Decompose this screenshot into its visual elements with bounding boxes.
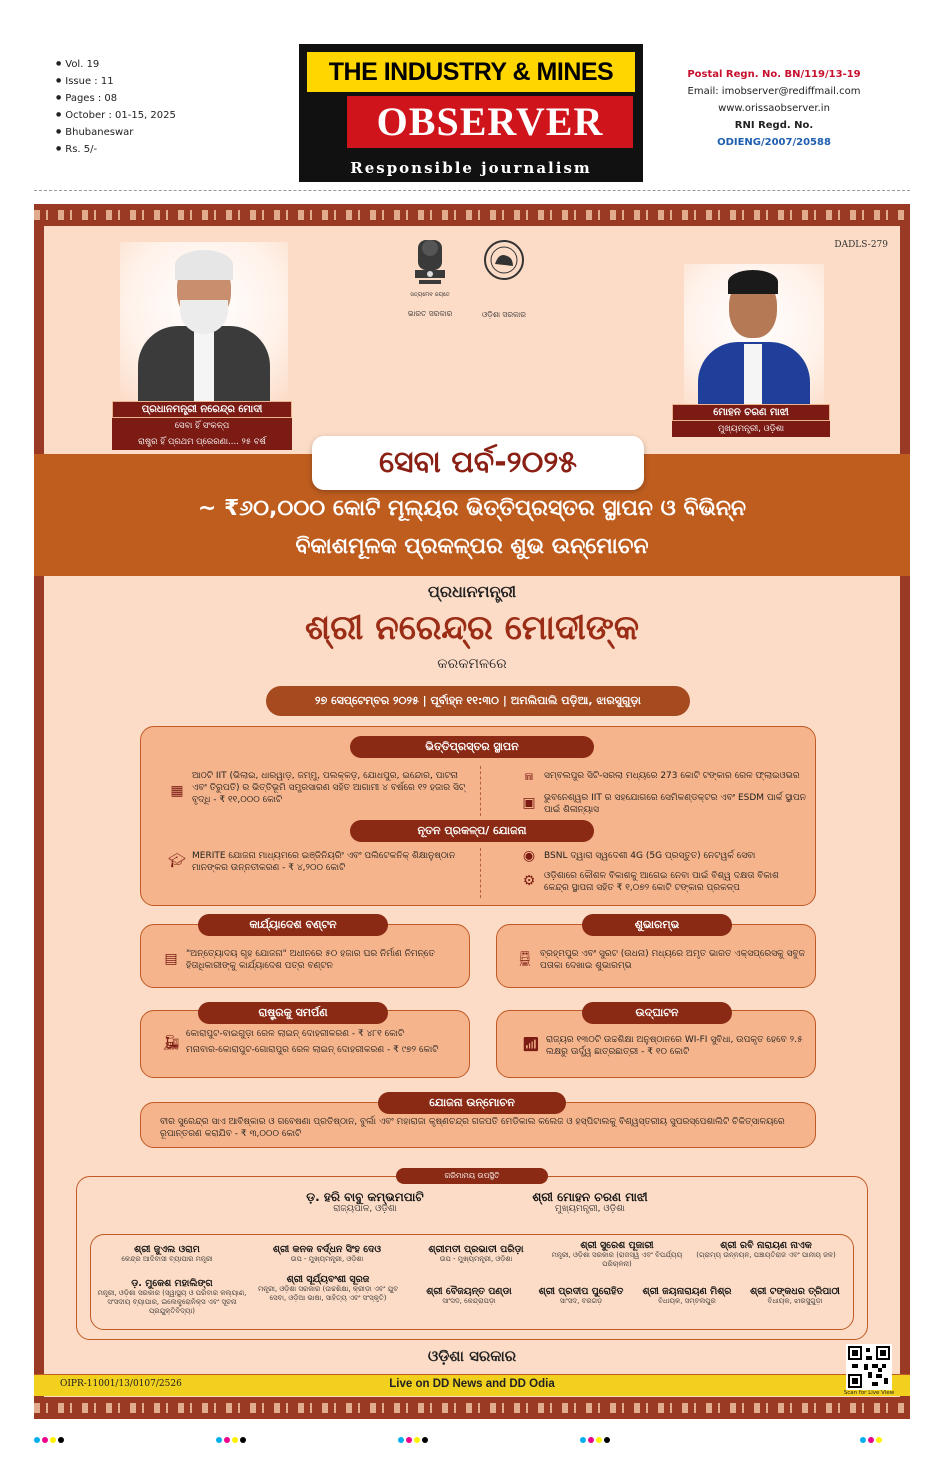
wifi-icon: 📶︎ [522,1037,540,1053]
guest-row2-3: ଶ୍ରୀ ବୈଜୟନ୍ତ ପଣ୍ଡା ସାଂସଦ, କେନ୍ଦ୍ରାପଡ଼ା [426,1286,512,1305]
guest-chief-minister: ଶ୍ରୀ ମୋହନ ଚରଣ ମାଝୀ ମୁଖ୍ୟମନ୍ତ୍ରୀ, ଓଡ଼ିଶା [532,1190,648,1214]
contact-email: Email: imobserver@rediffmail.com [687,86,861,97]
emblem-motto: ସତ୍ୟମେବ ଜୟତେ [410,292,450,298]
website: www.orissaobserver.in [718,103,830,114]
postal-registration: Postal Regn. No. BN/119/13-19 [687,69,861,80]
new-projects-divider [480,848,481,898]
guest-row2-2: ଶ୍ରୀ ସୂର୍ଯ୍ୟବଂଶୀ ସୂରଜ ମନ୍ତ୍ରୀ, ଓଡ଼ିଶା ସରକାର (ଉଚ୍ଚଶିକ୍ଷା, କ୍ରୀଡ଼ା ଏବଂ ଯୁବ ସେବା, ଓଡ଼ିଆ ଭାଷା, ସାହିତ୍ୟ ଏବଂ ସଂସ୍କୃତି) [257,1274,398,1302]
logo-main-line: OBSERVER [347,96,633,148]
dignitaries-label: ଗରିମାମୟ ଉପସ୍ଥିତି [396,1168,548,1184]
event-date-venue: ୨୭ ସେପ୍ଟେମ୍ବର ୨୦୨୫ | ପୂର୍ବାହ୍ନ ୧୧:୩୦ | ଅମଲିପାଲି ପଡ଼ିଆ, ଝାରସୁଗୁଡ଼ା [266,686,690,716]
inauguration-item: 🚆︎ ବ୍ରହ୍ମପୁର ଏବଂ ସୁରଟ (ଉଧନା) ମଧ୍ୟରେ ଅମୃତ ଭାରତ ଏକ୍ସପ୍ରେସକୁ ସବୁଜ ପତାକା ଦେଖାଇ ଶୁଭାରମ୍ଭ [516,949,805,971]
foundation-iit-item: ▦ ଆଠଟି IIT (ଭିଲାଇ, ଧାରୱାଡ଼, ଜମ୍ମୁ, ପଲକ୍କଡ଼, ଯୋଧପୁର, ଇନ୍ଦୋର, ପାଟନା ଏବଂ ତିରୁପତି) ର ଭିତ୍ତିଭୂମି ସମ୍ପ୍ରସାରଣ ସହିତ ଆଗାମୀ ୪ ବର୍ଷରେ ୧୨ ହଜାର ସିଟ୍ ବୃଦ୍ଧି - ₹ ୧୧,୦୦୦ କୋଟି [168,770,468,814]
meta-city: ● Bhubaneswar [56,124,176,141]
graduate-icon: 🎓︎ [168,853,186,869]
document-icon: ▤ [164,951,178,967]
color-registration-marks-5 [860,1428,884,1438]
left-border [34,226,44,1397]
headline-line-1: ~ ₹୬୦,୦୦୦ କୋଟି ମୂଲ୍ୟର ଭିତ୍ତିପ୍ରସ୍ତର ସ୍ଥାପନ ଓ ବିଭିନ୍ନ [197,496,747,521]
national-emblem [400,234,460,319]
guest-row2-6: ଶ୍ରୀ ଟଙ୍କଧର ତ୍ରିପାଠୀ ବିଧାୟକ, ଝାରସୁଗୁଡ଼ା [750,1286,840,1305]
govt-odisha-label: ଓଡ଼ିଶା ସରକାର [427,1347,517,1365]
pm-hands-text: କରକମଳରେ [437,656,507,672]
scheme-launch-item: ବୀର ସୁରେନ୍ଦ୍ର ସାଏ ଆବିଷ୍କାର ଓ ଗବେଷଣା ପ୍ରତିଷ୍ଠାନ, ବୁର୍ଲା ଏବଂ ମହାରାଜା କୃଷ୍ଣଚନ୍ଦ୍ର ଗଜପତି ମେଡିକାଲ କଲେଜ ଓ ହସ୍ପିଟାଲକୁ ବିଶ୍ୱସ୍ତରୀୟ ସୁପରସ୍ପେଶାଲିଟି ଚିକିତ୍ସାଳୟରେ ରୂପାନ୍ତରଣ କରାଯିବ - ₹ ୩,୦୦୦ କୋଟି [160,1117,785,1139]
headline-line-2: ବିକାଶମୂଳକ ପ୍ରକଳ୍ପର ଶୁଭ ଉନ୍ମୋଚନ [295,534,649,559]
foundation-divider [480,766,481,816]
color-registration-marks-4 [580,1428,612,1438]
issue-meta-list [56,56,176,158]
color-registration-marks-1 [34,1428,66,1438]
skill-icon: ⚙ [522,873,536,889]
odisha-seal-icon [483,234,525,304]
pm-caption-slogan-1: ସେବା ହିଁ ସଂକଳ୍ପ [112,418,292,434]
guest-row1-3: ଶ୍ରୀମତୀ ପ୍ରଭାତୀ ପରିଡ଼ା ଉପ - ମୁଖ୍ୟମନ୍ତ୍ରୀ, ଓଡ଼ିଶା [428,1244,524,1263]
pm-name: ଶ୍ରୀ ନରେନ୍ଦ୍ର ମୋଦୀଙ୍କ [304,608,640,648]
merite-item: 🎓︎ MERITE ଯୋଜନା ମାଧ୍ୟମରେ ଇଞ୍ଜିନିୟରିଂ ଏବଂ ପଲିଟେକନିକ୍ ଶିକ୍ଷାନୁଷ୍ଠାନ ମାନଙ୍କର ଉନ୍ନତୀକରଣ - ₹ ୪,୨୦୦ କୋଟି [168,851,456,873]
inauguration-title: ଶୁଭାରମ୍ଭ [582,914,732,936]
pm-role: ପ୍ରଧାନମନ୍ତ୍ରୀ [427,582,517,601]
emblem-odisha-label: ଓଡ଼ିଶା ସରକାର [482,310,526,319]
guest-row1-5: ଶ୍ରୀ ରବି ନାରାୟଣ ନାଏକ (ଗ୍ରାମ୍ୟ ଉନ୍ନୟନ, ପଞ୍ଚାୟତିରାଜ ଏବଂ ପାନୀୟ ଜଳ) [696,1240,836,1259]
odisha-emblem [474,234,534,320]
guest-row1-4: ଶ୍ରୀ ସୁରେଶ ପୂଜାରୀ ମନ୍ତ୍ରୀ, ଓଡ଼ିଶା ସରକାର (ରାଜସ୍ୱ ଏବଂ ବିପର୍ଯ୍ୟୟ ପରିଚାଳନା) [551,1240,683,1268]
top-border-pattern [34,204,910,226]
skill-centre-item: ⚙ ଓଡ଼ିଶାରେ କୌଶଳ ବିକାଶକୁ ଆଗେଇ ନେବା ପାଇଁ ବିଶ୍ୱ ଦକ୍ଷତା ବିକାଶ କେନ୍ଦ୍ର ସ୍ଥାପନା ସହିତ ₹ ୧,୦୭୨ କୋଟି ଟଙ୍କାର ପ୍ରକଳ୍ପ [520,870,806,896]
scheme-launch-title: ଯୋଜନା ଉନ୍ମୋଚନ [378,1092,566,1114]
rni-number: ODIENG/2007/20588 [717,137,831,148]
live-broadcast-text: Live on DD News and DD Odia [389,1378,555,1390]
qr-code-icon[interactable] [846,1344,892,1390]
prime-minister-photo [120,242,288,402]
train-icon: 🚆︎ [516,951,534,967]
flyover-icon: ⩎ [525,768,533,784]
guest-row2-4: ଶ୍ରୀ ପ୍ରଦୀପ ପୁରୋହିତ ସାଂସଦ, ବରଗଡ଼ [538,1286,624,1305]
rail-icon: 🚂︎ [162,1035,180,1051]
guest-row2-5: ଶ୍ରୀ ଜୟନାରାୟଣ ମିଶ୍ର ବିଧାୟକ, ସମ୍ବଲପୁର [642,1286,732,1305]
new-projects-title: ନୂତନ ପ୍ରକଳ୍ପ/ ଯୋଜନା [350,820,594,842]
pm-caption-name: ପ୍ରଧାନମନ୍ତ୍ରୀ ନରେନ୍ଦ୍ର ମୋଦୀ [112,401,292,418]
government-advertisement [34,204,910,1419]
newspaper-logo [299,44,643,182]
chip-icon: ▣ [522,795,536,811]
bsnl-item: ◉ BSNL ଦ୍ୱାରା ସ୍ୱଦେଶୀ 4G (5G ପ୍ରସ୍ତୁତ) ନେଟୱର୍କ ସେବା [520,850,806,864]
logo-tagline: Responsible journalism [350,159,592,177]
meta-date: ● October : 01-15, 2025 [56,107,176,124]
emblem-india-label: ଭାରତ ସରକାର [407,309,453,318]
right-border [900,226,910,1397]
masthead-divider [34,190,910,191]
cm-caption-name: ମୋହନ ଚରଣ ମାଝୀ [672,404,830,421]
bottom-border-pattern [34,1397,910,1419]
pm-caption-slogan-2: ରାଷ୍ଟ୍ର ହିଁ ପ୍ରଥମ ପ୍ରେରଣା.... ୨୫ ବର୍ଷ [112,434,292,450]
broadcast-bar [34,1374,910,1396]
opening-title: ଉଦ୍‌ଘାଟନ [582,1002,732,1024]
qr-caption: Scan for Live View [843,1390,895,1396]
masthead [0,0,945,190]
logo-top-line: THE INDUSTRY & MINES [307,52,635,92]
event-title: ସେବା ପର୍ବ-୨୦୨୫ [312,436,644,490]
registration-info [659,66,889,151]
chief-minister-photo [684,264,824,414]
ad-code: DADLS-279 [834,240,888,250]
dedication-item-1: 🚂︎ କୋରାପୁଟ-ବାଇଗୁଡ଼ା ରେଳ ଲାଇନ୍ ଦୋହରୀକରଣ - ₹ ୪୮୧ କୋଟି [162,1029,405,1051]
guest-governor: ଡ଼. ହରି ବାବୁ କମ୍ଭମପାଟି ରାଜ୍ୟପାଳ, ଓଡ଼ିଶା [306,1190,424,1214]
color-registration-marks-3 [398,1428,430,1438]
opening-item: 📶︎ ରାଜ୍ୟର ୧୩୦ଟି ଉଚ୍ଚଶିକ୍ଷା ଅନୁଷ୍ଠାନରେ WI-FI ସୁବିଧା, ଉପକୃତ ହେବେ ୨.୫ ଲକ୍ଷରୁ ଊର୍ଦ୍ଧ୍ୱ ଛାତ୍ରଛାତ୍ରୀ - ₹ ୧୦ କୋଟି [522,1035,803,1057]
cm-caption [672,404,830,437]
meta-volume: ● Vol. 19 [56,56,176,73]
meta-pages: ● Pages : 08 [56,90,176,107]
foundation-flyover-item: ⩎ ସମ୍ବଲପୁର ସିଟି-ସରଲା ମଧ୍ୟରେ 273 କୋଟି ଟଙ୍କାର ରେଳ ଫ୍ଲାଇଓଭର [520,770,806,784]
color-registration-marks-2 [216,1428,248,1438]
cm-caption-role: ମୁଖ୍ୟମନ୍ତ୍ରୀ, ଓଡ଼ିଶା [672,421,830,437]
guest-row2-1: ଡ଼. ମୁକେଶ ମହାଲିଙ୍ଗ ମନ୍ତ୍ରୀ, ଓଡ଼ିଶା ସରକାର (ସ୍ୱାସ୍ଥ୍ୟ ଓ ପରିବାର କଲ୍ୟାଣ, ସଂସଦୀୟ ବ୍ୟାପାର, ଇଲେକ୍ଟ୍ରୋନିକ୍ସ ଏବଂ ସୂଚନା ପ୍ରଯୁକ୍ତିବିଦ୍ୟା) [97,1278,247,1315]
foundation-semiconductor-item: ▣ ଭୁବନେଶ୍ୱର IIT ର ସହଯୋଗରେ ସେମିକଣ୍ଡକ୍ଟର ଏବଂ ESDM ପାର୍କ ସ୍ଥାପନ ପାଇଁ ଶିଳାନ୍ୟାସ [520,792,806,818]
network-icon: ◉ [522,848,536,864]
work-orders-item: ▤ "ଅନ୍ତ୍ୟୋଦୟ ଗୃହ ଯୋଜନା" ଅଧୀନରେ ୫୦ ହଜାର ଘର ନିର୍ମାଣ ନିମନ୍ତେ ହିତାଧିକାରୀଙ୍କୁ କାର୍ଯ୍ୟାଦେଶ ପତ୍ର ବଣ୍ଟନ [162,948,458,974]
work-orders-title: କାର୍ଯ୍ୟାଦେଶ ବଣ୍ଟନ [198,914,388,936]
guest-row1-2: ଶ୍ରୀ କନକ ବର୍ଦ୍ଧନ ସିଂହ ଦେଓ ଉପ - ମୁଖ୍ୟମନ୍ତ୍ରୀ, ଓଡ଼ିଶା [272,1244,382,1263]
meta-issue: ● Issue : 11 [56,73,176,90]
dedication-item-2: ମନାବାର-କୋରାପୁଟ-ଗୋରାପୁର ରେଳ ଲାଇନ୍ ଦୋହରୀକରଣ - ₹ ୯୭୨ କୋଟି [186,1045,439,1055]
meta-price: ● Rs. 5/- [56,141,176,158]
pm-caption [112,401,292,450]
rni-label: RNI Regd. No. [734,120,814,131]
guest-row1-1: ଶ୍ରୀ ଜୁଏଲ ଓରାମ କେନ୍ଦ୍ର ଆଦିବାସୀ ବ୍ୟାପାର ମନ୍ତ୍ରୀ [121,1244,213,1263]
oipr-number: OIPR-11001/13/0107/2526 [60,1379,182,1389]
building-icon: ▦ [170,783,184,799]
dedication-title: ରାଷ୍ଟ୍ରକୁ ସମର୍ପଣ [198,1002,388,1024]
foundation-title: ଭିତ୍ତିପ୍ରସ୍ତର ସ୍ଥାପନ [350,736,594,758]
